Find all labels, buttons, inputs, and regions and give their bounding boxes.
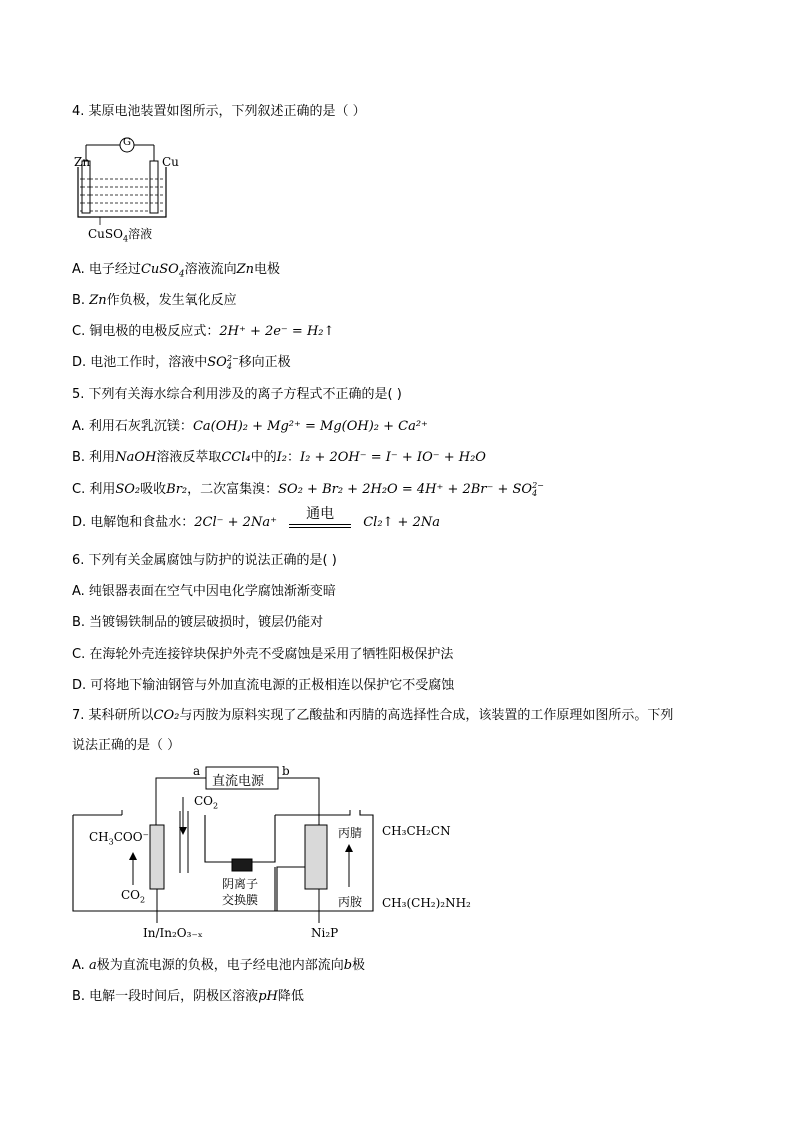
q5-option-c: C. 利用SO₂吸收Br₂，二次富集溴：SO₂ + Br₂ + 2H₂O = 4H⁺ + 2Br⁻ + SO 2− 4 (72, 480, 544, 498)
q5-option-b: B. 利用NaOH溶液反萃取CCl₄中的I₂：I₂ + 2OH⁻ = I⁻ + IO⁻ + H₂O (72, 450, 486, 465)
q7-membrane-label-1: 阴离子 (222, 877, 259, 891)
q6-option-c: C. 在海轮外壳连接锌块保护外壳不受腐蚀是采用了牺牲阳极保护法 (72, 647, 454, 662)
q4-option-b: B. Zn作负极，发生氧化反应 (72, 293, 237, 308)
q7-stem-line1: 7. 某科研所以CO₂与丙胺为原料实现了乙酸盐和丙腈的高选择性合成，该装置的工作原理如图所示。下列 (72, 708, 674, 723)
q5-option-a: A. 利用石灰乳沉镁：Ca(OH)₂ + Mg²⁺ = Mg(OH)₂ + Ca²⁺ (72, 419, 428, 434)
q4-galvanic-cell-figure (70, 133, 200, 245)
q7-terminal-b: b (282, 764, 290, 778)
q7-stem-line2: 说法正确的是（ ） (72, 738, 181, 753)
q7-electrolysis-figure (70, 763, 490, 948)
q7-co2-inlet-label: $CO_2$ (194, 794, 219, 811)
q4-zn-label: Zn (74, 155, 91, 169)
q4-option-a: A. 电子经过CuSO$_4$溶液流向Zn电极 (72, 262, 280, 280)
q6-option-a: A. 纯银器表面在空气中因电化学腐蚀渐渐变暗 (72, 584, 336, 599)
q7-nitrile-label: 丙腈 (338, 826, 363, 840)
q7-nitrile-formula: CH₃CH₂CN (382, 824, 451, 838)
q6-stem: 6. 下列有关金属腐蚀与防护的说法正确的是( ) (72, 553, 337, 568)
q4-meter-label: G (123, 137, 131, 148)
q7-right-electrode-label: Ni₂P (311, 926, 339, 940)
q7-left-electrode-label: In/In₂O₃₋ₓ (143, 926, 203, 940)
q7-terminal-a: a (193, 764, 201, 778)
q7-co2-reactant-label: $CO_2$ (121, 888, 146, 905)
q7-amine-formula: CH₃(CH₂)₂NH₂ (382, 896, 471, 910)
q5-option-d: D. 电解饱和食盐水：2Cl⁻ + 2Na⁺ 通电 Cl₂↑ + 2Na (72, 514, 440, 533)
q4-option-c: C. 铜电极的电极反应式：2H⁺ + 2e⁻ = H₂↑ (72, 324, 335, 339)
q4-stem: 4. 某原电池装置如图所示，下列叙述正确的是（ ） (72, 104, 366, 119)
q7-membrane-label-2: 交换膜 (222, 893, 259, 907)
q7-option-b: B. 电解一段时间后，阴极区溶液pH降低 (72, 989, 304, 1004)
q4-option-d: D. 电池工作时，溶液中SO 2− 4 移向正极 (72, 353, 291, 371)
q7-option-a: A. a极为直流电源的负极，电子经电池内部流向b极 (72, 958, 366, 973)
q6-option-b: B. 当镀锡铁制品的镀层破损时，镀层仍能对 (72, 615, 324, 630)
q5-stem: 5. 下列有关海水综合利用涉及的离子方程式不正确的是( ) (72, 387, 402, 402)
q7-power-label: 直流电源 (212, 774, 265, 789)
q5-electrolysis-condition: 通电 (289, 514, 351, 533)
q4-cu-label: Cu (162, 155, 179, 169)
q7-acetate-label: $CH_3COO^-$ (89, 830, 149, 847)
q6-option-d: D. 可将地下输油钢管与外加直流电源的正极相连以保护它不受腐蚀 (72, 678, 455, 693)
q4-solution-label: CuSO$_4$溶液 (88, 227, 153, 244)
q7-amine-label: 丙胺 (338, 895, 363, 909)
